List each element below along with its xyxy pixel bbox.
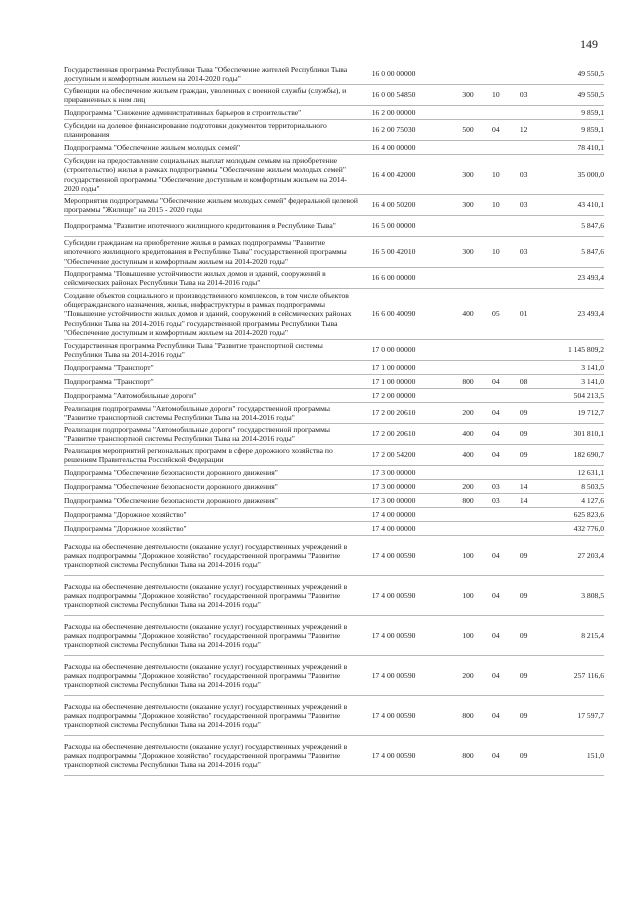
section-code: 10 bbox=[492, 247, 500, 257]
target-code: 17 2 00 20610 bbox=[371, 408, 416, 418]
expense-type: 500 bbox=[462, 125, 474, 135]
table-row bbox=[64, 155, 604, 195]
expense-type: 800 bbox=[462, 495, 474, 505]
row-name: Реализация подпрограммы "Автомобильные дороги" государственной программы "Развитие транспортной системы Республики Тыва на 2014-2016 годы" bbox=[64, 424, 330, 443]
expense-type: 300 bbox=[462, 200, 474, 210]
amount: 4 127,6 bbox=[581, 495, 605, 505]
amount: 9 859,1 bbox=[581, 107, 605, 117]
table-row bbox=[64, 445, 604, 466]
subsection-code: 03 bbox=[519, 169, 528, 179]
row-name: Реализация мероприятий региональных программ в сфере дорожного хозяйства по решениям Правительства Российской Федерации bbox=[64, 445, 333, 464]
page-number: 149 bbox=[580, 37, 598, 51]
row-name: Подпрограмма "Развитие ипотечного жилищного кредитования в Республике Тыва" bbox=[64, 221, 336, 231]
row-name: Субсидии на предоставление социальных выплат молодым семьям на приобретение (строительство) жилья в рамках подпрограммы "Обеспечение жильем молодых семей" государственной программы "Обеспечение доступным и комфортным жильем на 2014-2020 годы" bbox=[64, 156, 347, 193]
expense-type: 200 bbox=[462, 481, 474, 491]
section-code: 03 bbox=[492, 481, 500, 491]
target-code: 16 6 00 00000 bbox=[371, 273, 416, 283]
row-name: Подпрограмма "Обеспечение безопасности дорожного движения" bbox=[64, 467, 278, 477]
amount: 5 847,6 bbox=[581, 247, 605, 257]
subsection-code: 09 bbox=[519, 429, 528, 439]
subsection-code: 09 bbox=[519, 550, 528, 560]
table-row bbox=[64, 389, 604, 403]
target-code: 17 2 00 00000 bbox=[371, 390, 416, 400]
expense-type: 100 bbox=[462, 590, 474, 600]
amount: 9 859,1 bbox=[581, 125, 605, 135]
amount: 23 493,4 bbox=[577, 273, 605, 283]
table-row bbox=[64, 522, 604, 536]
table-row bbox=[64, 289, 604, 340]
row-name: Расходы на обеспечение деятельности (оказание услуг) государственных учреждений в рамках подпрограммы "Дорожное хозяйство" государственной программы "Развитие транспортной системы Республики Тыва на 2014-2016 годы" bbox=[64, 661, 348, 690]
expense-type: 400 bbox=[462, 429, 474, 439]
subsection-code: 01 bbox=[519, 309, 528, 319]
amount: 625 823,6 bbox=[573, 509, 605, 519]
amount: 3 141,0 bbox=[581, 376, 605, 386]
table-row bbox=[64, 340, 604, 361]
target-code: 17 3 00 00000 bbox=[371, 467, 416, 477]
row-name: Подпрограмма "Обеспечение безопасности дорожного движения" bbox=[64, 481, 278, 491]
row-name: Субсидии на долевое финансирование подготовки документов территориального планирования bbox=[64, 120, 327, 139]
expense-type: 400 bbox=[462, 450, 474, 460]
section-code: 10 bbox=[492, 169, 500, 179]
target-code: 16 5 00 42010 bbox=[371, 247, 416, 257]
table-row bbox=[64, 216, 604, 237]
expense-type: 100 bbox=[462, 550, 474, 560]
target-code: 16 6 00 40090 bbox=[371, 309, 416, 319]
target-code: 17 4 00 00590 bbox=[371, 550, 416, 560]
row-name: Государственная программа Республики Тыва "Развитие транспортной системы Республики Тыва на 2014-2016 годы" bbox=[64, 340, 323, 359]
table-row bbox=[64, 508, 604, 522]
section-code: 10 bbox=[492, 200, 500, 210]
expense-type: 300 bbox=[462, 169, 474, 179]
subsection-code: 03 bbox=[519, 200, 528, 210]
target-code: 17 4 00 00590 bbox=[371, 750, 416, 760]
amount: 1 145 809,2 bbox=[567, 345, 605, 355]
target-code: 17 4 00 00590 bbox=[371, 710, 416, 720]
target-code: 16 0 00 54850 bbox=[371, 90, 416, 100]
target-code: 17 3 00 00000 bbox=[371, 495, 416, 505]
target-code: 17 4 00 00590 bbox=[371, 630, 416, 640]
target-code: 17 3 00 00000 bbox=[371, 481, 416, 491]
row-name: Расходы на обеспечение деятельности (оказание услуг) государственных учреждений в рамках подпрограммы "Дорожное хозяйство" государственной программы "Развитие транспортной системы Республики Тыва на 2014-2016 годы" bbox=[64, 621, 348, 650]
table-row bbox=[64, 195, 604, 216]
target-code: 16 4 00 50200 bbox=[371, 200, 416, 210]
target-code: 17 4 00 00590 bbox=[371, 670, 416, 680]
row-name: Расходы на обеспечение деятельности (оказание услуг) государственных учреждений в рамках подпрограммы "Дорожное хозяйство" государственной программы "Развитие транспортной системы Республики Тыва на 2014-2016 годы" bbox=[64, 581, 348, 610]
table-row bbox=[64, 403, 604, 424]
row-name: Подпрограмма "Транспорт" bbox=[64, 362, 154, 372]
subsection-code: 09 bbox=[519, 590, 528, 600]
table-row bbox=[64, 466, 604, 480]
row-name: Субсидии гражданам на приобретение жилья в рамках подпрограммы "Развитие ипотечного жилищного кредитования в Республике Тыва" государственной программы "Обеспечение доступным и комфортным жильем на 2014-2020 годы" bbox=[64, 238, 347, 266]
amount: 432 776,0 bbox=[573, 523, 605, 533]
row-name: Подпрограмма "Дорожное хозяйство" bbox=[64, 509, 187, 519]
section-code: 04 bbox=[492, 670, 500, 680]
expense-type: 800 bbox=[462, 710, 474, 720]
target-code: 17 2 00 20610 bbox=[371, 429, 416, 439]
row-name: Расходы на обеспечение деятельности (оказание услуг) государственных учреждений в рамках подпрограммы "Дорожное хозяйство" государственной программы "Развитие транспортной системы Республики Тыва на 2014-2016 годы" bbox=[64, 741, 348, 770]
amount: 35 000,0 bbox=[577, 169, 605, 179]
expense-type: 800 bbox=[462, 750, 474, 760]
row-name: Реализация подпрограммы "Автомобильные дороги" государственной программы "Развитие транспортной системы Республики Тыва на 2014-2016 годы" bbox=[64, 403, 330, 422]
amount: 8 503,5 bbox=[581, 481, 605, 491]
table-row bbox=[64, 480, 604, 494]
table-row bbox=[64, 494, 604, 508]
amount: 23 493,4 bbox=[577, 309, 605, 319]
target-code: 17 1 00 00000 bbox=[371, 362, 416, 372]
amount: 151,0 bbox=[586, 750, 605, 760]
row-name: Подпрограмма "Транспорт" bbox=[64, 376, 154, 386]
expense-type: 300 bbox=[462, 247, 474, 257]
table-row bbox=[64, 64, 604, 85]
subsection-code: 03 bbox=[519, 90, 528, 100]
table-row bbox=[64, 375, 604, 389]
table-row bbox=[64, 237, 604, 268]
row-name: Мероприятия подпрограммы "Обеспечение жильем молодых семей" федеральной целевой программы "Жилище" на 2015 - 2020 годы bbox=[64, 195, 358, 214]
amount: 257 116,6 bbox=[573, 670, 605, 680]
row-name: Подпрограмма "Дорожное хозяйство" bbox=[64, 523, 187, 533]
section-code: 04 bbox=[492, 590, 500, 600]
row-name: Расходы на обеспечение деятельности (оказание услуг) государственных учреждений в рамках подпрограммы "Дорожное хозяйство" государственной программы "Развитие транспортной системы Республики Тыва на 2014-2016 годы" bbox=[64, 701, 348, 730]
amount: 12 631,1 bbox=[577, 467, 605, 477]
table-row bbox=[64, 616, 604, 656]
target-code: 17 1 00 00000 bbox=[371, 376, 416, 386]
amount: 17 597,7 bbox=[577, 710, 605, 720]
amount: 182 690,7 bbox=[573, 450, 605, 460]
subsection-code: 08 bbox=[519, 376, 528, 386]
row-name: Расходы на обеспечение деятельности (оказание услуг) государственных учреждений в рамках подпрограммы "Дорожное хозяйство" государственной программы "Развитие транспортной системы Республики Тыва на 2014-2016 годы" bbox=[64, 541, 348, 570]
section-code: 04 bbox=[492, 710, 500, 720]
expense-type: 300 bbox=[462, 90, 474, 100]
amount: 78 410,1 bbox=[577, 142, 605, 152]
amount: 49 550,5 bbox=[577, 69, 605, 79]
expense-type: 100 bbox=[462, 630, 474, 640]
expense-type: 200 bbox=[462, 408, 474, 418]
target-code: 17 2 00 54200 bbox=[371, 450, 416, 460]
target-code: 16 2 00 75030 bbox=[371, 125, 416, 135]
target-code: 17 4 00 00000 bbox=[371, 523, 416, 533]
subsection-code: 09 bbox=[519, 450, 528, 460]
section-code: 04 bbox=[492, 750, 500, 760]
section-code: 04 bbox=[492, 450, 500, 460]
row-name: Подпрограмма "Обеспечение безопасности дорожного движения" bbox=[64, 495, 278, 505]
row-name: Подпрограмма "Повышение устойчивости жилых домов и зданий, сооружений в сейсмических районах Республики Тыва на 2014-2016 годы" bbox=[64, 268, 326, 287]
amount: 8 215,4 bbox=[581, 630, 605, 640]
target-code: 16 4 00 00000 bbox=[371, 142, 416, 152]
subsection-code: 09 bbox=[519, 670, 528, 680]
table-row bbox=[64, 141, 604, 155]
subsection-code: 09 bbox=[519, 710, 528, 720]
amount: 49 550,5 bbox=[577, 90, 605, 100]
table-row bbox=[64, 106, 604, 120]
expense-type: 400 bbox=[462, 309, 474, 319]
amount: 3 141,0 bbox=[581, 362, 605, 372]
subsection-code: 09 bbox=[519, 408, 528, 418]
table-row bbox=[64, 120, 604, 141]
section-code: 04 bbox=[492, 630, 500, 640]
row-name: Государственная программа Республики Тыва "Обеспечение жителей Республики Тыва доступным и комфортным жильем на 2014-2020 годы" bbox=[64, 64, 348, 83]
subsection-code: 14 bbox=[519, 481, 528, 491]
section-code: 04 bbox=[492, 125, 500, 135]
target-code: 16 4 00 42000 bbox=[371, 169, 416, 179]
row-name: Субвенции на обеспечение жильем граждан, уволенных с военной службы (службы), и приравненных к ним лиц bbox=[64, 85, 347, 104]
table-row bbox=[64, 424, 604, 445]
table-row bbox=[64, 85, 604, 106]
subsection-code: 03 bbox=[519, 247, 528, 257]
target-code: 17 4 00 00000 bbox=[371, 509, 416, 519]
section-code: 04 bbox=[492, 376, 500, 386]
target-code: 16 2 00 00000 bbox=[371, 107, 416, 117]
subsection-code: 09 bbox=[519, 750, 528, 760]
target-code: 16 0 00 00000 bbox=[371, 69, 416, 79]
section-code: 04 bbox=[492, 550, 500, 560]
amount: 301 810,1 bbox=[573, 429, 605, 439]
section-code: 05 bbox=[492, 309, 500, 319]
table-row bbox=[64, 268, 604, 289]
row-name: Подпрограмма "Обеспечение жильем молодых семей" bbox=[64, 142, 241, 152]
subsection-code: 09 bbox=[519, 630, 528, 640]
amount: 5 847,6 bbox=[581, 221, 605, 231]
row-name: Подпрограмма "Снижение административных барьеров в строительстве" bbox=[64, 107, 302, 117]
target-code: 16 5 00 00000 bbox=[371, 221, 416, 231]
budget-table bbox=[64, 64, 604, 776]
target-code: 17 0 00 00000 bbox=[371, 345, 416, 355]
amount: 504 213,5 bbox=[573, 390, 605, 400]
amount: 19 712,7 bbox=[577, 408, 605, 418]
table-row bbox=[64, 536, 604, 576]
table-row bbox=[64, 696, 604, 736]
section-code: 04 bbox=[492, 408, 500, 418]
section-code: 04 bbox=[492, 429, 500, 439]
expense-type: 800 bbox=[462, 376, 474, 386]
section-code: 03 bbox=[492, 495, 500, 505]
table-row bbox=[64, 736, 604, 776]
amount: 43 410,1 bbox=[577, 200, 605, 210]
amount: 3 808,5 bbox=[581, 590, 605, 600]
table-row bbox=[64, 656, 604, 696]
row-name: Подпрограмма "Автомобильные дороги" bbox=[64, 390, 197, 400]
table-row bbox=[64, 361, 604, 375]
row-name: Создание объектов социального и производственного комплексов, в том числе объектов общегражданского назначения, жилья, инфраструктуры в рамках подпрограммы "Повышение устойчивости жилых домов и зданий, сооружений в сейсмических районах Республики Тыва на 2014-2016 годы" государственной программы Республики Тыва "Обеспечение доступным и комфортным жильем на 2014-2020 годы" bbox=[64, 291, 352, 337]
expense-type: 200 bbox=[462, 670, 474, 680]
section-code: 10 bbox=[492, 90, 500, 100]
subsection-code: 14 bbox=[519, 495, 528, 505]
amount: 27 203,4 bbox=[577, 550, 605, 560]
table-row bbox=[64, 576, 604, 616]
target-code: 17 4 00 00590 bbox=[371, 590, 416, 600]
subsection-code: 12 bbox=[519, 125, 528, 135]
